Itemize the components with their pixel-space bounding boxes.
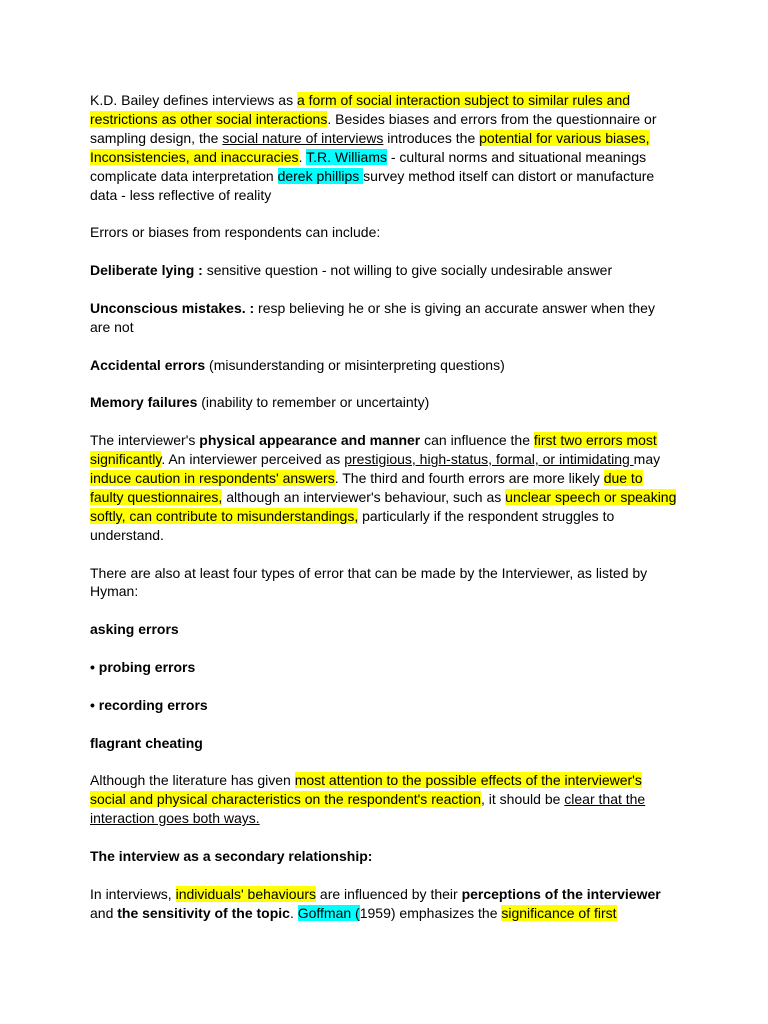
text-run: . xyxy=(298,148,307,165)
text-run: resp believing he or she is giving an accurate answer when they are not xyxy=(90,299,655,335)
text-run: Errors or biases from respondents can include: xyxy=(90,224,381,241)
highlighted-text: a form of social interaction subject to similar rules and restrictions as other social interactions xyxy=(90,92,631,127)
text-run: (misunderstanding or misinterpreting questions) xyxy=(205,356,505,373)
highlighted-text: most attention to the possible effects of the interviewer's social and physical characteristics on the respondent's reaction xyxy=(90,772,642,808)
bold-text: physical appearance and manner xyxy=(199,432,421,449)
paragraph-bailey-definition xyxy=(90,91,678,204)
text-run: may xyxy=(633,451,661,468)
text-run: . The third and fourth errors are more likely xyxy=(334,470,604,487)
text-run: are influenced by their xyxy=(316,885,462,902)
text-run: although an interviewer's behaviour, such as xyxy=(222,488,506,505)
text-run: . An interviewer perceived as xyxy=(161,451,345,468)
text-run: The interviewer's xyxy=(90,432,200,449)
list-item-flagrant-cheating xyxy=(90,734,678,753)
text-run: - cultural norms and situational meanings complicate data interpretation xyxy=(90,148,647,184)
bold-text: asking errors xyxy=(90,621,179,638)
highlighted-text: potential for various biases, Inconsistencies, and inaccuracies xyxy=(90,129,650,165)
bold-text: Accidental errors xyxy=(90,356,206,373)
bold-text: flagrant cheating xyxy=(90,734,203,751)
text-run: sensitive question - not willing to give socially undesirable answer xyxy=(202,262,613,279)
section-heading-secondary-relationship xyxy=(90,847,678,866)
paragraph-unconscious-mistakes xyxy=(90,299,678,337)
bold-text: Memory failures xyxy=(90,394,198,411)
highlighted-text: Goffman ( xyxy=(297,904,360,921)
paragraph-hyman-types xyxy=(90,564,678,602)
text-run: . xyxy=(289,904,298,921)
highlighted-text: first two errors most significantly xyxy=(90,432,657,468)
highlighted-text: individuals' behaviours xyxy=(175,885,317,902)
bold-text: • probing errors xyxy=(90,659,196,676)
text-run: 1959) emphasizes the xyxy=(359,904,502,921)
text-run: There are also at least four types of error that can be made by the Interviewer, as listed by Hyman: xyxy=(90,564,648,600)
bold-text: perceptions of the interviewer xyxy=(461,885,661,902)
paragraph-deliberate-lying xyxy=(90,261,678,280)
text-run: In interviews, xyxy=(90,885,176,902)
bold-text: The interview as a secondary relationship: xyxy=(90,848,373,865)
paragraph-accidental-errors xyxy=(90,356,678,375)
bold-text: • recording errors xyxy=(90,696,208,713)
paragraph-errors-intro xyxy=(90,223,678,242)
highlighted-text: unclear speech or speaking softly, can contribute to misunderstandings, xyxy=(90,488,677,524)
text-run: particularly if the respondent struggles to understand. xyxy=(90,507,615,543)
text-run: and xyxy=(90,904,118,921)
list-item-probing-errors xyxy=(90,658,678,677)
paragraph-memory-failures xyxy=(90,393,678,412)
list-item-asking-errors xyxy=(90,620,678,639)
text-run: introduces the xyxy=(383,129,480,146)
text-run: survey method itself can distort or manufacture data - less reflective of reality xyxy=(90,167,655,203)
highlighted-text: significance of first xyxy=(501,904,617,921)
document-body xyxy=(90,91,678,942)
bold-text: Deliberate lying : xyxy=(90,262,203,279)
paragraph-literature-attention xyxy=(90,771,678,828)
text-run: Although the literature has given xyxy=(90,772,295,789)
bold-text: Unconscious mistakes. : xyxy=(90,299,255,316)
highlighted-text: T.R. Williams xyxy=(306,148,387,165)
underlined-text: clear that the interaction goes both ways. xyxy=(90,791,646,827)
text-run: K.D. Bailey defines interviews as xyxy=(90,92,297,108)
highlighted-text: derek phillips xyxy=(277,167,364,184)
text-run: can influence the xyxy=(420,432,534,449)
underlined-text: social nature of interviews xyxy=(222,129,384,146)
highlighted-text: induce caution in respondents' answers xyxy=(90,470,335,487)
underlined-text: prestigious, high-status, formal, or intimidating xyxy=(344,451,634,468)
text-run: , it should be xyxy=(481,791,565,808)
bold-text: the sensitivity of the topic xyxy=(117,904,290,921)
list-item-recording-errors xyxy=(90,696,678,715)
highlighted-text: due to faulty questionnaires, xyxy=(90,470,643,505)
text-run: . Besides biases and errors from the questionnaire or sampling design, the xyxy=(90,110,657,146)
paragraph-goffman xyxy=(90,885,678,923)
paragraph-interviewer-appearance xyxy=(90,431,678,544)
text-run: (inability to remember or uncertainty) xyxy=(197,394,430,411)
